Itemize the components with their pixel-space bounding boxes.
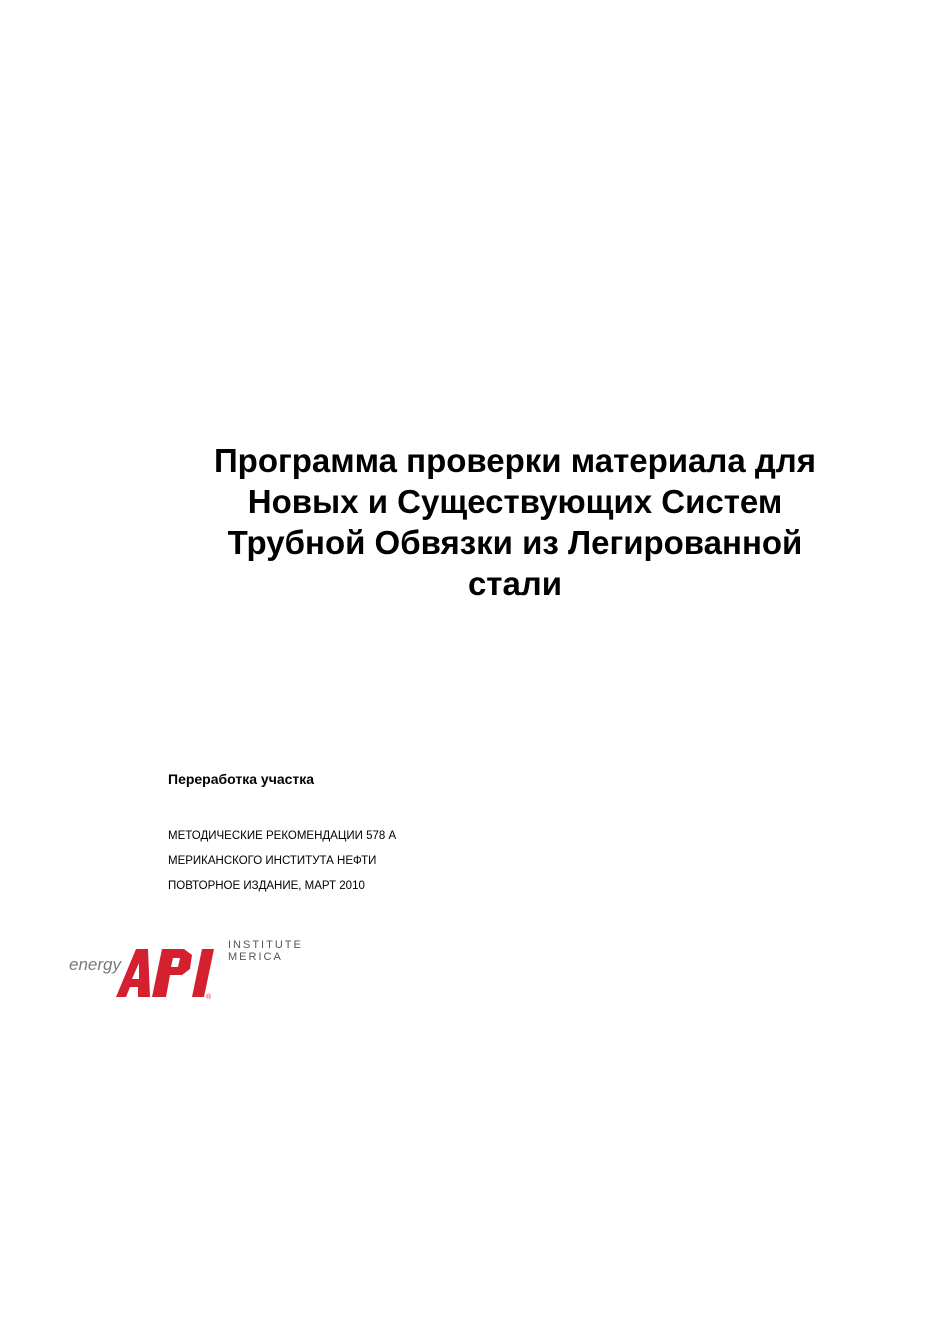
api-logo-mark-icon (114, 943, 218, 999)
publication-line: МЕТОДИЧЕСКИЕ РЕКОМЕНДАЦИИ 578 А (168, 830, 397, 842)
registered-mark: ® (206, 994, 212, 999)
document-title (170, 440, 860, 604)
document-subtitle: Переработка участка (168, 771, 315, 787)
publication-line: МЕРИКАНСКОГО ИНСТИТУТА НЕФТИ (168, 855, 377, 867)
title-line: Программа проверки материала для (213, 442, 817, 479)
title-line: Трубной Обвязки из Легированной (227, 524, 803, 561)
publication-info (168, 830, 396, 905)
api-logo (66, 935, 316, 1005)
logo-institute-text (228, 939, 303, 963)
title-line: стали (467, 565, 563, 602)
logo-institute-line: INSTITUTE (228, 939, 303, 951)
publication-line: ПОВТОРНОЕ ИЗДАНИЕ, МАРТ 2010 (168, 880, 365, 892)
logo-energy-text: energy (69, 955, 121, 974)
title-line: Новых и Существующих Систем (247, 483, 783, 520)
logo-institute-line: MERICA (228, 951, 283, 963)
